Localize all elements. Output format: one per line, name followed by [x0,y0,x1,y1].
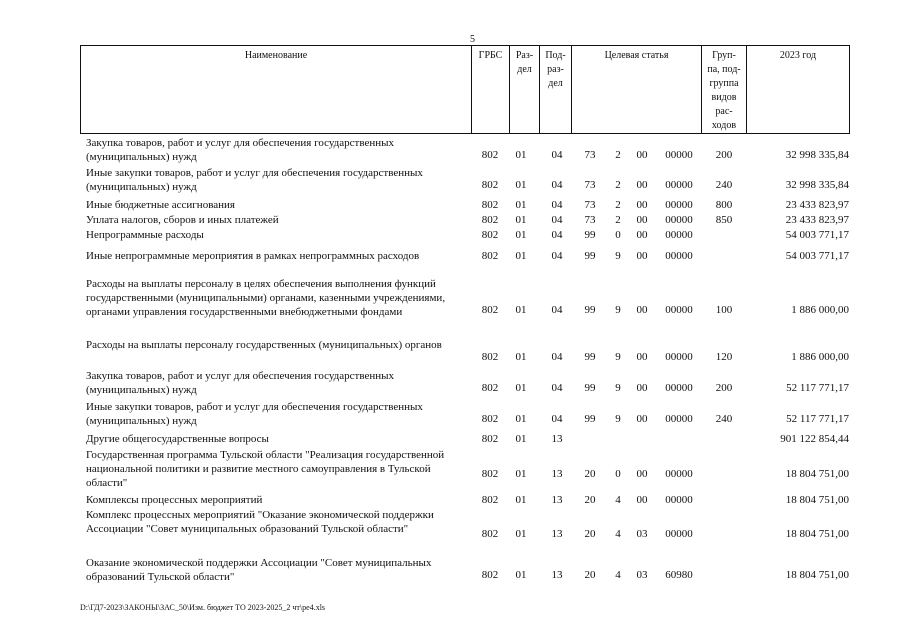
row-grp: 240 [715,179,733,191]
row-grbs: 802 [481,351,499,363]
row-name: Непрограммные расходы [86,229,204,241]
row-grbs: 802 [481,413,499,425]
row-cs4: 00000 [665,250,693,262]
row-cs3: 00 [636,468,648,480]
row-cs2: 2 [615,179,621,191]
row-razdel: 01 [515,229,527,241]
row-cs1: 99 [584,382,596,394]
row-cs4: 00000 [665,199,693,211]
page-number: 5 [470,34,475,45]
row-razdel: 01 [515,468,527,480]
row-cs1: 73 [584,199,596,211]
row-grp: 800 [715,199,733,211]
row-cs3: 00 [636,382,648,394]
header-year: 2023 год [747,46,850,134]
row-grbs: 802 [481,569,499,581]
row-grbs: 802 [481,304,499,316]
table-row [80,228,849,242]
row-amount: 23 433 823,97 [785,214,849,226]
row-podrazdel: 04 [551,304,563,316]
row-cs1: 20 [584,468,596,480]
row-cs3: 00 [636,413,648,425]
row-podrazdel: 04 [551,149,563,161]
row-amount: 1 886 000,00 [791,351,849,363]
row-grbs: 802 [481,229,499,241]
row-amount: 1 886 000,00 [791,304,849,316]
row-amount: 52 117 771,17 [786,413,849,425]
row-grbs: 802 [481,250,499,262]
row-razdel: 01 [515,528,527,540]
row-grbs: 802 [481,199,499,211]
row-cs2: 0 [615,229,621,241]
row-grp: 100 [715,304,733,316]
table-row [80,213,849,227]
header-razdel: Раз- дел [510,46,540,134]
row-cs4: 00000 [665,528,693,540]
row-podrazdel: 13 [551,468,563,480]
row-name: Расходы на выплаты персоналу государственных (муниципальных) органов [86,339,442,351]
row-podrazdel: 04 [551,229,563,241]
row-name: Иные закупки товаров, работ и услуг для обеспечения государственных (муниципальных) нужд [86,401,423,427]
row-cs3: 00 [636,229,648,241]
row-cs2: 9 [615,304,621,316]
row-cs4: 00000 [665,149,693,161]
row-podrazdel: 13 [551,528,563,540]
row-cs2: 4 [615,569,621,581]
row-grp: 200 [715,149,733,161]
row-razdel: 01 [515,382,527,394]
header-celevaya: Целевая статья [572,46,702,134]
row-grbs: 802 [481,494,499,506]
row-cs1: 99 [584,229,596,241]
row-cs1: 20 [584,528,596,540]
row-razdel: 01 [515,433,527,445]
table-row [80,508,849,552]
table-row [80,556,849,586]
row-name: Другие общегосударственные вопросы [86,433,269,445]
row-razdel: 01 [515,214,527,226]
row-cs3: 00 [636,199,648,211]
row-name: Уплата налогов, сборов и иных платежей [86,214,279,226]
table-row [80,448,849,492]
row-cs1: 73 [584,149,596,161]
row-cs1: 20 [584,569,596,581]
row-cs4: 00000 [665,468,693,480]
table-row [80,249,849,269]
row-name: Закупка товаров, работ и услуг для обеспечения государственных (муниципальных) нужд [86,137,395,163]
row-podrazdel: 04 [551,351,563,363]
row-cs2: 0 [615,468,621,480]
row-cs4: 60980 [665,569,693,581]
row-grp: 240 [715,413,733,425]
row-razdel: 01 [515,413,527,425]
row-podrazdel: 13 [551,494,563,506]
row-cs2: 4 [615,494,621,506]
row-cs3: 00 [636,179,648,191]
row-cs2: 9 [615,382,621,394]
row-name: Иные закупки товаров, работ и услуг для обеспечения государственных (муниципальных) нужд [86,167,423,193]
table-row [80,338,849,368]
row-grp: 120 [715,351,733,363]
row-cs4: 00000 [665,494,693,506]
row-grbs: 802 [481,214,499,226]
row-cs2: 2 [615,214,621,226]
row-razdel: 01 [515,304,527,316]
row-podrazdel: 04 [551,413,563,425]
row-cs3: 00 [636,304,648,316]
row-razdel: 01 [515,250,527,262]
row-cs2: 9 [615,351,621,363]
row-name: Иные бюджетные ассигнования [86,199,235,211]
row-name: Государственная программа Тульской области "Реализация государственной национальной политики и развитие местного самоуправления в Тульской области" [86,449,445,489]
table-header [80,45,850,134]
table-row [80,277,849,335]
row-grp: 200 [715,382,733,394]
row-amount: 52 117 771,17 [786,382,849,394]
row-cs4: 00000 [665,304,693,316]
table-row [80,432,849,446]
row-cs3: 00 [636,494,648,506]
row-amount: 901 122 854,44 [780,433,849,445]
row-cs3: 00 [636,214,648,226]
row-cs3: 00 [636,250,648,262]
table-row [80,369,849,399]
row-grbs: 802 [481,179,499,191]
row-amount: 23 433 823,97 [785,199,849,211]
row-amount: 54 003 771,17 [785,229,849,241]
table-row [80,400,849,430]
row-name: Комплексы процессных мероприятий [86,494,263,506]
row-podrazdel: 04 [551,250,563,262]
row-name: Иные непрограммные мероприятия в рамках непрограммных расходов [86,250,420,262]
row-podrazdel: 04 [551,179,563,191]
row-cs3: 00 [636,351,648,363]
row-name: Комплекс процессных мероприятий "Оказание экономической поддержки Ассоциации "Совет муниципальных образований Тульской области" [86,509,434,535]
row-cs4: 00000 [665,214,693,226]
row-amount: 18 804 751,00 [785,569,849,581]
header-gruppa: Груп- па, под- группа видов рас- ходов [702,46,747,134]
table-row [80,198,849,212]
row-name: Закупка товаров, работ и услуг для обеспечения государственных (муниципальных) нужд [86,370,395,396]
row-podrazdel: 13 [551,433,563,445]
row-cs4: 00000 [665,382,693,394]
row-grbs: 802 [481,433,499,445]
row-razdel: 01 [515,494,527,506]
row-razdel: 01 [515,351,527,363]
row-cs1: 99 [584,250,596,262]
row-razdel: 01 [515,149,527,161]
table-row [80,493,849,507]
row-cs1: 99 [584,413,596,425]
row-grbs: 802 [481,528,499,540]
row-cs2: 2 [615,199,621,211]
row-cs1: 20 [584,494,596,506]
row-cs3: 03 [636,528,648,540]
row-cs1: 99 [584,351,596,363]
header-grbs: ГРБС [472,46,510,134]
file-path-footer: D:\ГД7-2023\ЗАКОНЫ\ЗАС_50\Изм. бюджет ТО 2023-2025_2 чт\ре4.xls [80,603,326,612]
row-podrazdel: 04 [551,382,563,394]
row-amount: 18 804 751,00 [785,494,849,506]
header-podrazdel: Под- раз- дел [540,46,572,134]
row-podrazdel: 13 [551,569,563,581]
header-name: Наименование [81,46,472,134]
row-cs1: 99 [584,304,596,316]
table-row [80,166,849,196]
row-razdel: 01 [515,179,527,191]
row-razdel: 01 [515,199,527,211]
row-amount: 18 804 751,00 [785,468,849,480]
row-cs4: 00000 [665,351,693,363]
row-cs3: 00 [636,149,648,161]
row-name: Расходы на выплаты персоналу в целях обеспечения выполнения функций государственными (муниципальными) органами, казенными учреждениями, органами управления государственными внебюджетными фондами [86,278,446,318]
row-amount: 54 003 771,17 [785,250,849,262]
row-name: Оказание экономической поддержки Ассоциации "Совет муниципальных образований Тульской области" [86,557,432,583]
row-cs1: 73 [584,214,596,226]
row-grp: 850 [715,214,733,226]
table-row [80,136,849,166]
row-cs2: 9 [615,250,621,262]
row-cs4: 00000 [665,179,693,191]
row-cs1: 73 [584,179,596,191]
row-podrazdel: 04 [551,199,563,211]
row-razdel: 01 [515,569,527,581]
row-cs4: 00000 [665,229,693,241]
row-amount: 32 998 335,84 [785,179,849,191]
row-cs2: 2 [615,149,621,161]
row-grbs: 802 [481,468,499,480]
row-cs4: 00000 [665,413,693,425]
row-grbs: 802 [481,149,499,161]
row-amount: 32 998 335,84 [785,149,849,161]
row-cs2: 9 [615,413,621,425]
row-podrazdel: 04 [551,214,563,226]
row-cs2: 4 [615,528,621,540]
row-cs3: 03 [636,569,648,581]
row-amount: 18 804 751,00 [785,528,849,540]
row-grbs: 802 [481,382,499,394]
